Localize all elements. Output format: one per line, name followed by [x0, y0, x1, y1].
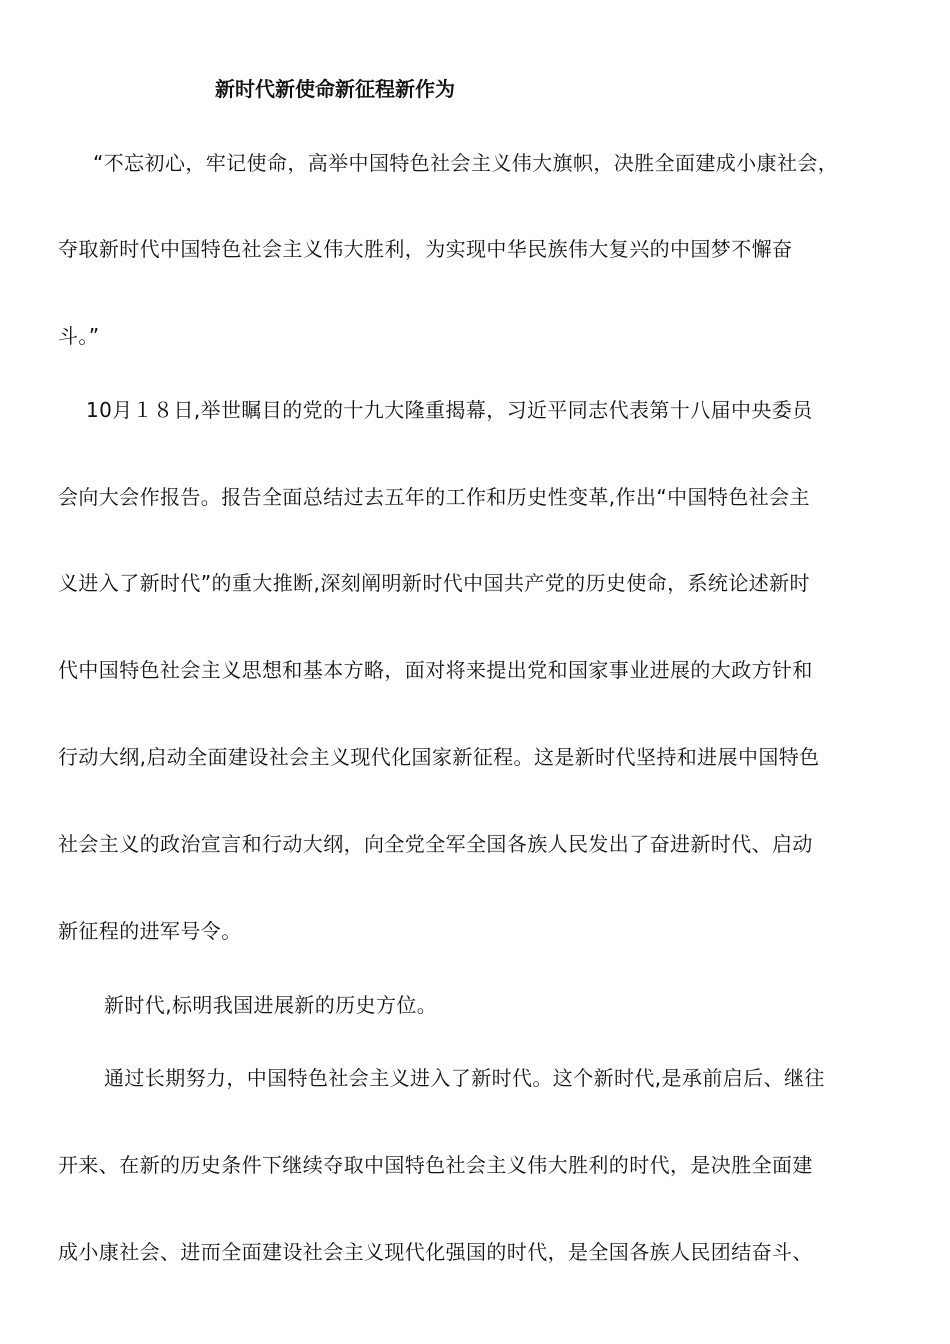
paragraph-line: 义进入了新时代”的重大推断,深刻阐明新时代中国共产党的历史使命，系统论述新时 — [58, 571, 810, 595]
paragraph-line: 通过长期努力，中国特色社会主义进入了新时代。这个新时代,是承前启后、继往 — [104, 1066, 825, 1090]
paragraph-line: 夺取新时代中国特色社会主义伟大胜利，为实现中华民族伟大复兴的中国梦不懈奋 — [58, 237, 793, 261]
paragraph-line: 斗。” — [58, 324, 100, 348]
paragraph-line: 行动大纲,启动全面建设社会主义现代化国家新征程。这是新时代坚持和进展中国特色 — [58, 745, 820, 769]
paragraph-line: 开来、在新的历史条件下继续夺取中国特色社会主义伟大胜利的时代，是决胜全面建 — [58, 1153, 813, 1177]
paragraph-line: 代中国特色社会主义思想和基本方略，面对将来提出党和国家事业进展的大政方针和 — [58, 658, 813, 682]
paragraph-line: 社会主义的政治宣言和行动大纲，向全党全军全国各族人民发出了奋进新时代、启动 — [58, 832, 813, 856]
paragraph-line: 新征程的进军号令。 — [58, 919, 242, 943]
document-title: 新时代新使命新征程新作为 — [215, 77, 455, 101]
paragraph-line: 会向大会作报告。报告全面总结过去五年的工作和历史性变革,作出“中国特色社会主 — [58, 485, 810, 509]
paragraph-line: 成小康社会、进而全面建设社会主义现代化强国的时代，是全国各族人民团结奋斗、 — [58, 1240, 813, 1264]
paragraph-line: 10月１８日,举世瞩目的党的十九大隆重揭幕，习近平同志代表第十八届中央委员 — [86, 398, 813, 422]
section-heading: 新时代,标明我国进展新的历史方位。 — [104, 993, 438, 1017]
paragraph-line: “不忘初心，牢记使命，高举中国特色社会主义伟大旗帜，决胜全面建成小康社会， — [93, 151, 839, 175]
